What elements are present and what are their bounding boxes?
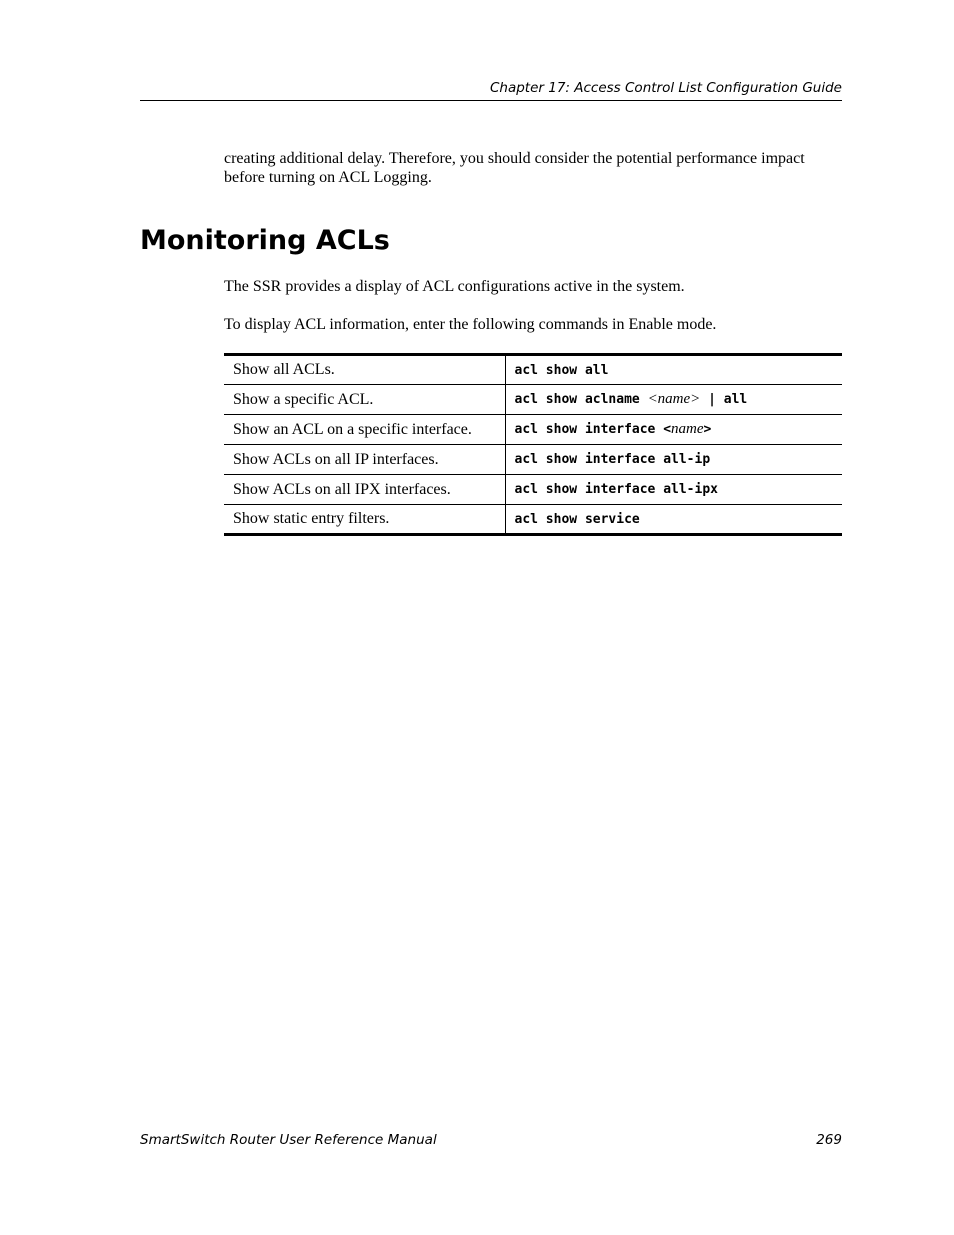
command-syntax: [505, 475, 842, 505]
command-syntax: [505, 355, 842, 385]
command-text: acl show service: [514, 511, 640, 527]
command-text: acl show interface <: [514, 422, 672, 437]
command-syntax: [505, 385, 842, 415]
command-table: [224, 353, 842, 536]
command-description: Show ACLs on all IP interfaces.: [224, 445, 505, 475]
page-number: 269: [816, 1132, 842, 1148]
running-header: Chapter 17: Access Control List Configuration Guide: [489, 80, 842, 96]
table-row: [224, 445, 842, 475]
table-row: [224, 415, 842, 445]
header-rule: [140, 100, 842, 101]
command-text: acl show interface all-ipx: [514, 482, 718, 497]
command-suffix: >: [703, 422, 712, 437]
command-syntax: [505, 415, 842, 445]
table-row: [224, 505, 842, 535]
command-syntax: [505, 445, 842, 475]
command-suffix: | all: [700, 392, 748, 407]
command-description: Show an ACL on a specific interface.: [224, 415, 505, 445]
command-description: Show a specific ACL.: [224, 385, 505, 415]
command-argument: name: [671, 421, 704, 437]
intro-paragraph: The SSR provides a display of ACL configurations active in the system.: [224, 278, 685, 295]
table-row: [224, 355, 842, 385]
command-argument: <name>: [647, 391, 701, 407]
command-text: acl show all: [514, 362, 609, 378]
section-title: Monitoring ACLs: [140, 225, 390, 256]
table-row: [224, 385, 842, 415]
command-syntax: [505, 505, 842, 535]
command-description: Show all ACLs.: [224, 355, 505, 385]
command-text: acl show aclname: [514, 392, 648, 407]
continuation-paragraph: creating additional delay. Therefore, you should consider the potential performance impact before turning on ACL Logging.: [224, 150, 805, 186]
command-text: acl show interface all-ip: [514, 452, 711, 467]
command-description: Show ACLs on all IPX interfaces.: [224, 475, 505, 505]
table-row: [224, 475, 842, 505]
instruction-paragraph: To display ACL information, enter the following commands in Enable mode.: [224, 316, 717, 333]
footer-manual-title: SmartSwitch Router User Reference Manual: [140, 1132, 437, 1148]
command-description: Show static entry filters.: [224, 505, 505, 535]
